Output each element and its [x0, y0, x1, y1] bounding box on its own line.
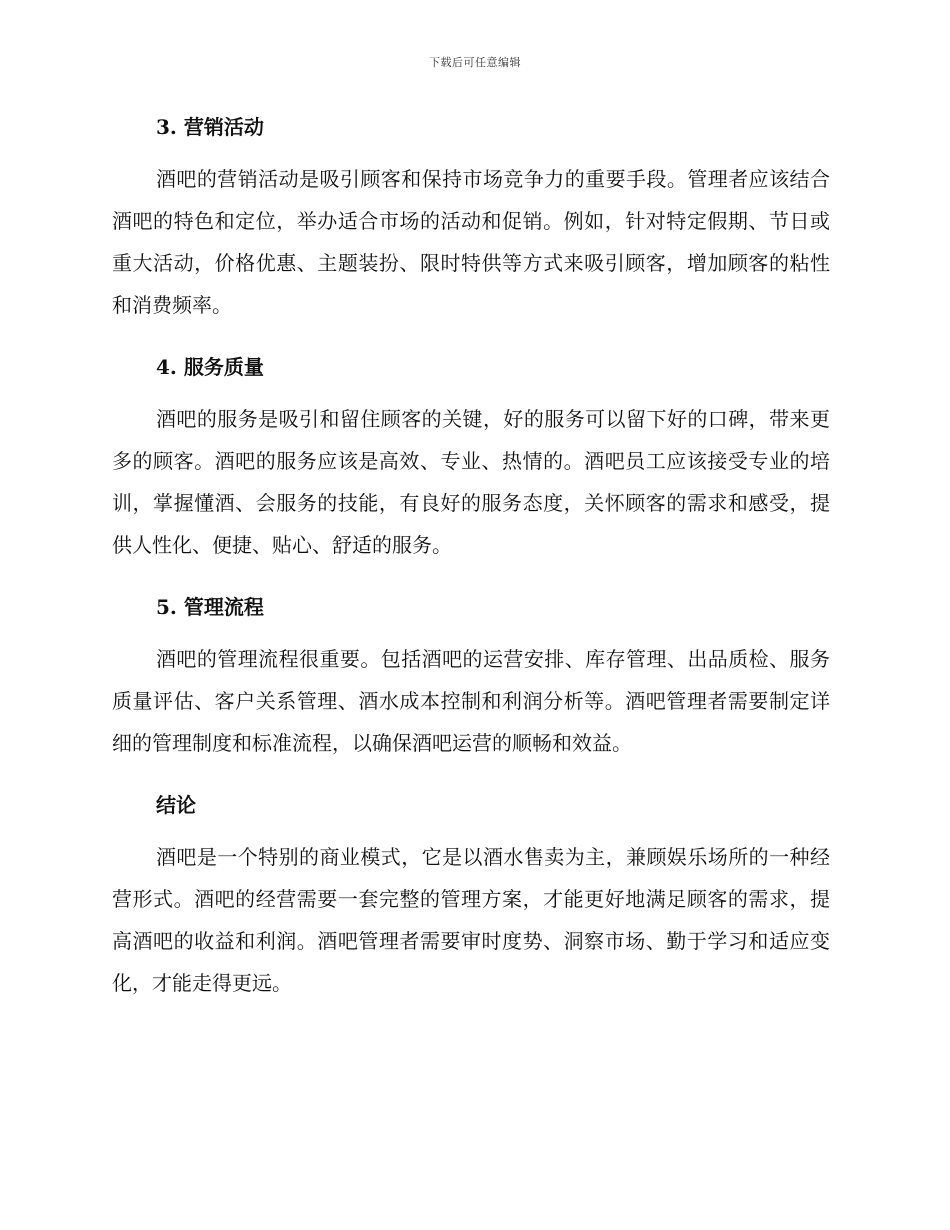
document-body	[112, 106, 830, 1004]
section-management-process	[112, 586, 830, 764]
section-paragraph: 酒吧的营销活动是吸引顾客和保持市场竞争力的重要手段。管理者应该结合酒吧的特色和定位，举办适合市场的活动和促销。例如，针对特定假期、节日或重大活动，价格优惠、主题装扮、限时特供等方式来吸引顾客，增加顾客的粘性和消费频率。	[112, 167, 830, 317]
page-header: 下载后可任意编辑	[429, 56, 521, 69]
section-heading: 5. 管理流程	[156, 595, 264, 619]
section-conclusion	[112, 784, 830, 1004]
section-heading: 结论	[156, 793, 196, 817]
section-heading: 3. 营销活动	[156, 115, 264, 139]
section-paragraph: 酒吧的管理流程很重要。包括酒吧的运营安排、库存管理、出品质检、服务质量评估、客户关系管理、酒水成本控制和利润分析等。酒吧管理者需要制定详细的管理制度和标准流程，以确保酒吧运营的顺畅和效益。	[112, 647, 830, 755]
section-paragraph: 酒吧是一个特别的商业模式，它是以酒水售卖为主，兼顾娱乐场所的一种经营形式。酒吧的经营需要一套完整的管理方案，才能更好地满足顾客的需求，提高酒吧的收益和利润。酒吧管理者需要审时度势、洞察市场、勤于学习和适应变化，才能走得更远。	[112, 845, 830, 995]
section-service-quality	[112, 346, 830, 566]
section-marketing	[112, 106, 830, 326]
section-paragraph: 酒吧的服务是吸引和留住顾客的关键，好的服务可以留下好的口碑，带来更多的顾客。酒吧的服务应该是高效、专业、热情的。酒吧员工应该接受专业的培训，掌握懂酒、会服务的技能，有良好的服务态度，关怀顾客的需求和感受，提供人性化、便捷、贴心、舒适的服务。	[112, 407, 830, 557]
section-heading: 4. 服务质量	[156, 355, 264, 379]
